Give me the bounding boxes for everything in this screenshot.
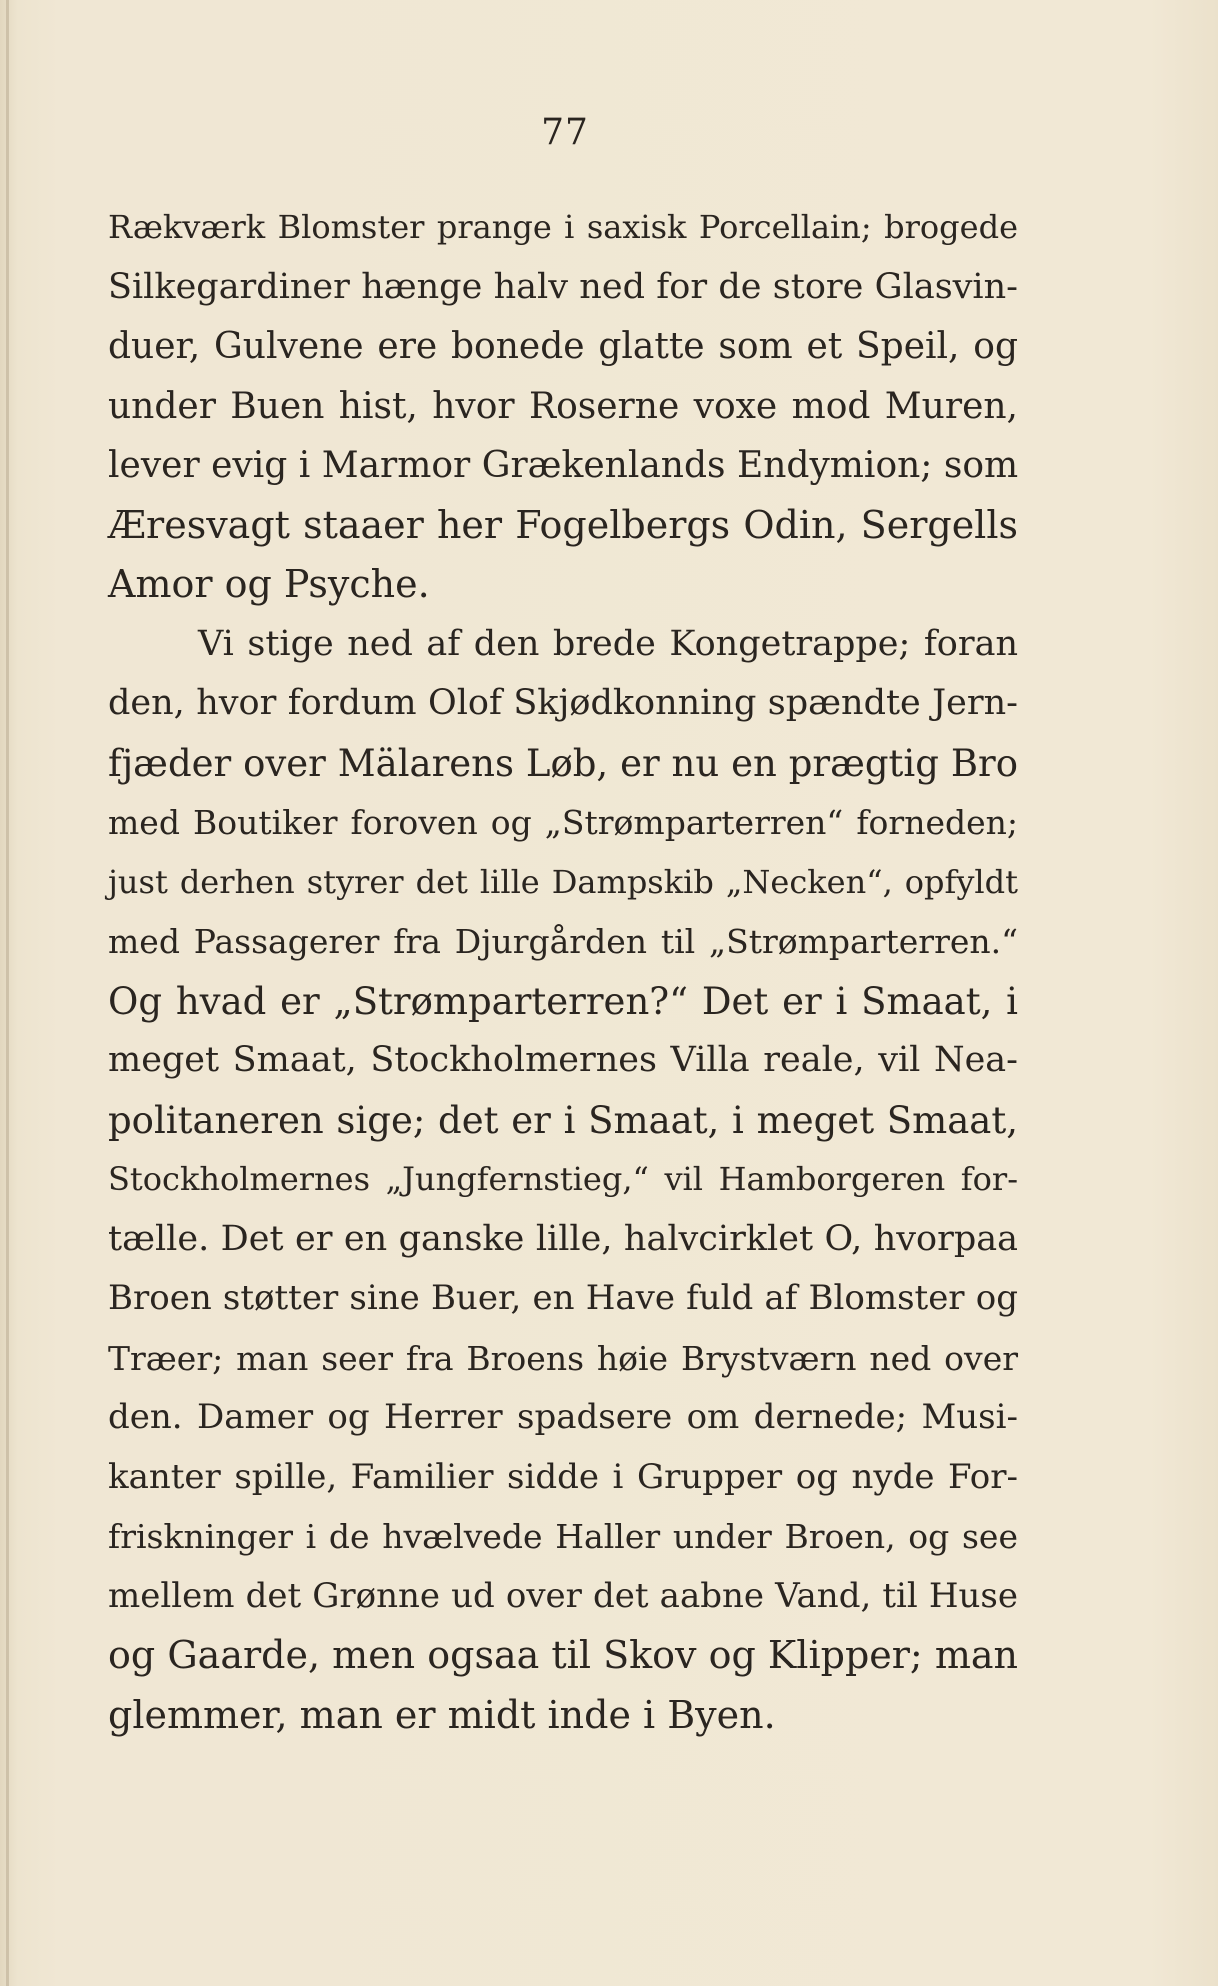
page-number: 77 [541,112,589,153]
text-line: mellem det Grønne ud over det aabne Vand, til Huse [108,1575,1018,1616]
text-line: den, hvor fordum Olof Skjødkonning spændte Jern- [108,683,1018,723]
text-line: Amor og Psyche. [108,562,430,606]
text-line: lever evig i Marmor Grækenlands Endymion; som [108,445,1019,486]
text-line: med Boutiker foroven og „Strømparterren“ forneden; [108,803,1018,842]
paragraph-start-line: Vi stige ned af den brede Kongetrappe; foran [198,623,1018,664]
text-line: Æresvagt staaer her Fogelbergs Odin, Sergells [108,502,1018,547]
text-line: just derhen styrer det lille Dampskib „Necken“, opfyldt [108,862,1018,901]
text-line: duer, Gulvene ere bonede glatte som et Speil, og [108,326,1018,367]
text-line: Stockholmernes „Jungfernstieg,“ vil Hamborgeren for- [108,1160,1018,1198]
text-line: tælle. Det er en ganske lille, halvcirklet O, hvorpaa [108,1218,1018,1259]
text-line: politaneren sige; det er i Smaat, i meget Smaat, [108,1098,1018,1142]
text-line: friskninger i de hvælvede Haller under Broen, og see [108,1517,1018,1556]
body-text [108,198,1018,1745]
text-line: glemmer, man er midt inde i Byen. [108,1692,776,1737]
text-line: Broen støtter sine Buer, en Have fuld af Blomster og [108,1278,1018,1318]
text-line: Silkegardiner hænge halv ned for de store Glasvin- [108,266,1018,307]
text-line: og Gaarde, men ogsaa til Skov og Klipper; man [108,1633,1018,1677]
text-line: den. Damer og Herrer spadsere om dernede; Musi- [108,1397,1018,1437]
text-line: meget Smaat, Stockholmernes Villa reale, vil Nea- [108,1040,1018,1080]
text-line: under Buen hist, hvor Roserne voxe mod Muren, [108,385,1018,427]
text-line: kanter spille, Familier sidde i Grupper og nyde For- [108,1456,1018,1497]
text-line: Og hvad er „Strømparterren?“ Det er i Smaat, i [108,979,1018,1023]
text-line: Træer; man seer fra Broens høie Brystværn ned over [108,1338,1018,1378]
binding-edge [6,0,9,1986]
text-line: med Passagerer fra Djurgården til „Strømparterren.“ [108,922,1018,961]
text-line: Rækværk Blomster prange i saxisk Porcellain; brogede [108,208,1018,246]
text-line: fjæder over Mälarens Løb, er nu en prægtig Bro [108,741,1018,785]
